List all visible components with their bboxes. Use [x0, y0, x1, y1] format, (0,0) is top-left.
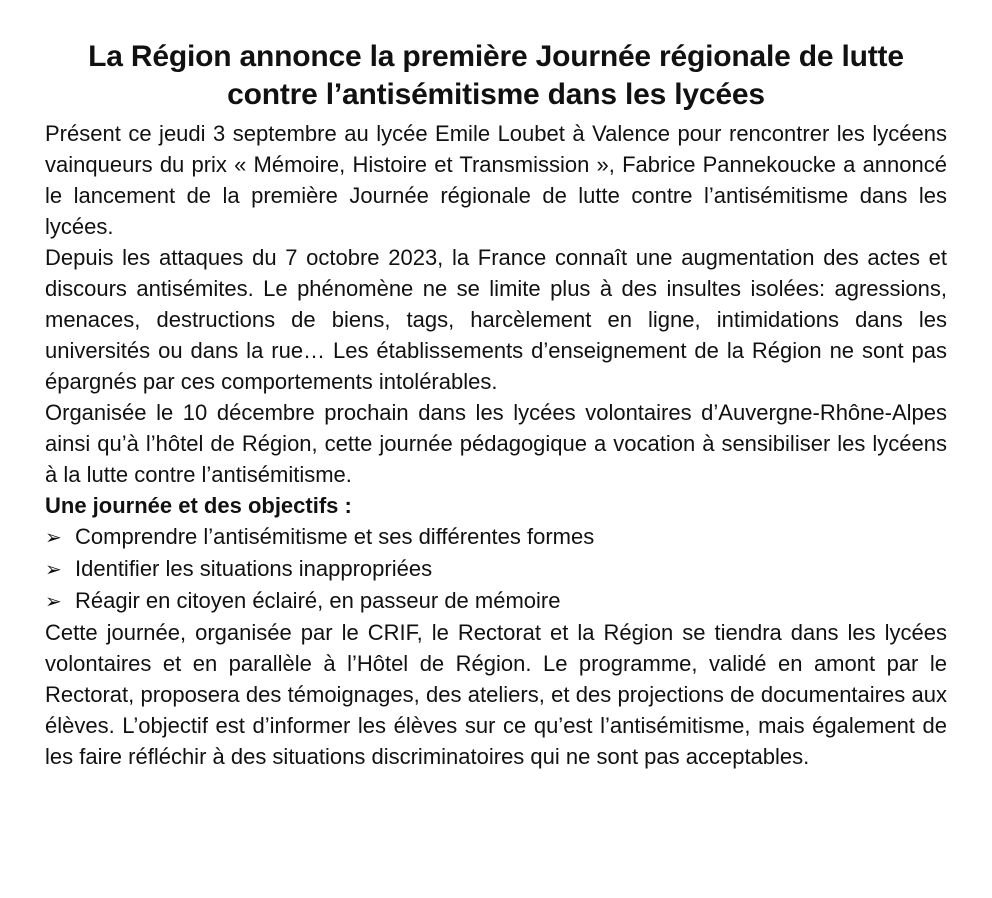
closing-paragraph: Cette journée, organisée par le CRIF, le Rectorat et la Région se tiendra dans les lycées volontaires et en parallèle à l’Hôtel de Région. Le programme, validé en amont par le Rectorat, proposera des témoignages, des ateliers, et des projections de documentaires aux élèves. L’objectif est d’informer les élèves sur ce qu’est l’antisémitisme, mais également de les faire réfléchir à des situations discriminatoires qui ne sont pas acceptables. [45, 620, 947, 769]
article-title-line-1: La Région annonce la première Journée régionale de lutte [88, 40, 904, 73]
objective-text: Comprendre l’antisémitisme et ses différentes formes [75, 524, 595, 549]
list-item [45, 521, 947, 553]
context-paragraph: Depuis les attaques du 7 octobre 2023, la France connaît une augmentation des actes et discours antisémites. Le phénomène ne se limite plus à des insultes isolées: agressions, menaces, destructions de biens, tags, harcèlement en ligne, intimidations dans les universités ou dans la rue… Les établissements d’enseignement de la Région ne sont pas épargnés par ces comportements intolérables. [45, 245, 947, 394]
article-title-line-2: contre l’antisémitisme dans les lycées [227, 78, 765, 111]
event-paragraph: Organisée le 10 décembre prochain dans les lycées volontaires d’Auvergne-Rhône-Alpes ainsi qu’à l’hôtel de Région, cette journée pédagogique a vocation à sensibiliser les lycéens à la lutte contre l’antisémitisme. [45, 400, 947, 487]
intro-paragraph: Présent ce jeudi 3 septembre au lycée Emile Loubet à Valence pour rencontrer les lycéens vainqueurs du prix « Mémoire, Histoire et Transmission », Fabrice Pannekoucke a annoncé le lancement de la première Journée régionale de lutte contre l’antisémitisme dans les lycées. [45, 121, 947, 239]
objectives-heading: Une journée et des objectifs : [45, 493, 352, 518]
arrowhead-right-icon: ➢ [45, 589, 62, 613]
arrowhead-right-icon: ➢ [45, 525, 62, 549]
article-body [45, 118, 947, 772]
arrowhead-right-icon: ➢ [45, 557, 62, 581]
objectives-list [45, 521, 947, 617]
list-item [45, 553, 947, 585]
article-title [45, 38, 947, 114]
objective-text: Réagir en citoyen éclairé, en passeur de mémoire [75, 588, 561, 613]
objective-text: Identifier les situations inappropriées [75, 556, 433, 581]
list-item [45, 585, 947, 617]
